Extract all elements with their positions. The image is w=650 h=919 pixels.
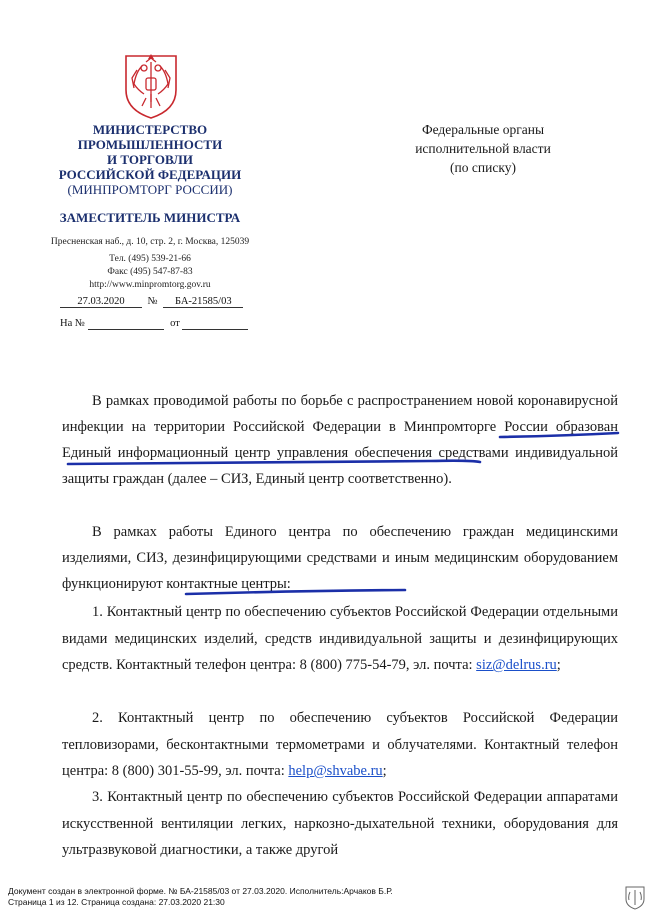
email-link-siz[interactable]: siz@delrus.ru (476, 657, 557, 673)
footer-emblem-icon (624, 884, 646, 910)
reply-date-label: от (170, 318, 180, 329)
document-footer (8, 886, 628, 908)
list-item-2-tail: ; (382, 763, 387, 779)
paragraph-1-highlight: в Минпромторге России образован Единый информационный центр (62, 419, 618, 461)
ministry-address: Пресненская наб., д. 10, стр. 2, г. Москва, 125039 (50, 237, 250, 247)
ministry-fax: Факс (495) 547-87-83 (107, 267, 193, 277)
registration-number-label: № (147, 296, 158, 307)
email-link-help[interactable]: help@shvabe.ru (288, 763, 383, 779)
paragraph-1-text-before: В рамках проводимой работы по борьбе с распространением новой коронавирусной инфекции на территории Российской Федерации (62, 393, 618, 435)
ministry-name-line-4: РОССИЙСКОЙ ФЕДЕРАЦИИ (58, 167, 242, 182)
reply-number-label: На № (60, 318, 85, 329)
footer-line-2: Страница 1 из 12. Страница создана: 27.03.2020 21:30 (8, 897, 225, 907)
ministry-name-line-2: ПРОМЫШЛЕННОСТИ (77, 137, 223, 152)
footer-line-1: Документ создан в электронной форме. № БА-21585/03 от 27.03.2020. Исполнитель:Арчаков Б.Р. (8, 886, 393, 896)
recipient-line-1: Федеральные органы (421, 122, 545, 137)
paragraph-2-text-before: В рамках работы Единого центра по обеспечению граждан медицинскими изделиями, СИЗ, дезинфицирующими средствами и иным медицинским оборудованием (62, 524, 618, 566)
ministry-short-name: (МИНПРОМТОРГ РОССИИ) (67, 182, 233, 197)
recipient-line-2: исполнительной власти (415, 141, 551, 156)
recipient-line-3: (по списку) (450, 160, 516, 175)
paragraph-2-text-after: : (286, 576, 291, 592)
ministry-name-line-1: МИНИСТЕРСТВО (92, 122, 208, 137)
list-item-2-text: 2. Контактный центр по обеспечению субъектов Российской Федерации тепловизорами, бесконтактными термометрами и облучателями. Контактный телефон центра: 8 (800) 301-55-99, эл. почта: (62, 710, 618, 779)
list-item-3-text: 3. Контактный центр по обеспечению субъектов Российской Федерации аппаратами искусственной вентиляции легких, наркозно-дыхательной техники, оборудования для ультразвуковой диагностики, а также другой (62, 789, 618, 858)
ministry-website: http://www.minpromtorg.gov.ru (89, 280, 211, 290)
list-item-1-text: 1. Контактный центр по обеспечению субъектов Российской Федерации отдельными видами медицинских изделий, средств индивидуальной защиты и дезинфицирующих средств. Контактный телефон центра: 8 (800) 775-54-79, эл. почта: (62, 604, 618, 673)
registration-number: БА-21585/03 (163, 296, 243, 308)
list-item-1-tail: ; (556, 657, 561, 673)
ministry-name-line-3: И ТОРГОВЛИ (107, 152, 193, 167)
ministry-phone: Тел. (495) 539-21-66 (109, 254, 191, 264)
paragraph-2-highlight: функционируют контактные центры (62, 576, 287, 592)
position-title: ЗАМЕСТИТЕЛЬ МИНИСТРА (59, 210, 241, 225)
paragraph-1-text-after: управления обеспечения средствами индивидуальной защиты граждан (далее – СИЗ, Единый центр соответственно). (62, 445, 618, 487)
registration-date: 27.03.2020 (60, 296, 142, 308)
